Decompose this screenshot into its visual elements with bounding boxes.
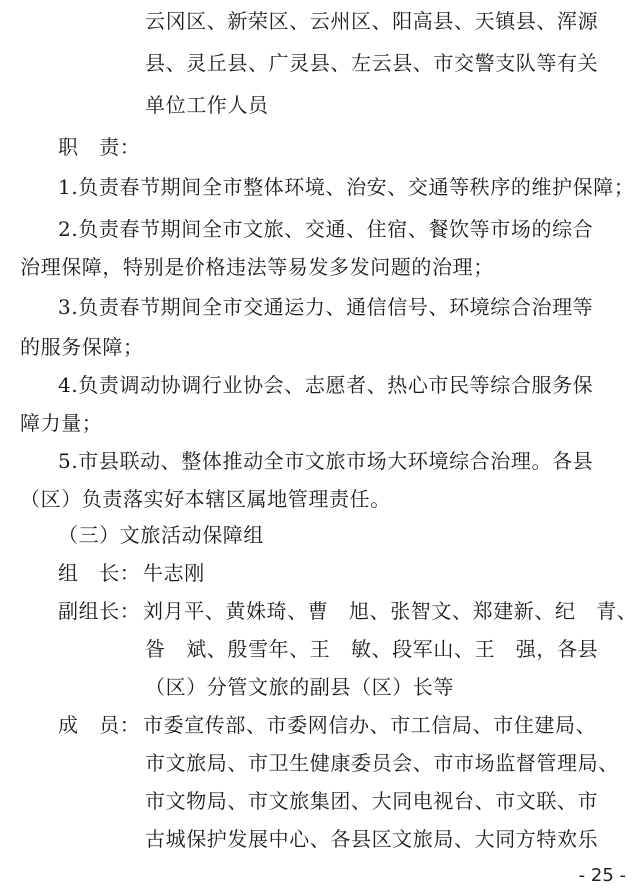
body-line: 单位工作人员 <box>145 93 269 117</box>
body-line: 障力量； <box>20 411 103 435</box>
page-number: - 25 - <box>578 865 626 886</box>
body-line: （区）分管文旅的副县（区）长等 <box>145 675 454 699</box>
leader-row <box>58 556 205 590</box>
body-line: 市文物局、市文旅集团、大同电视台、市文联、市 <box>145 789 599 813</box>
body-line: 5.市县联动、整体推动全市文旅市场大环境综合治理。各县 <box>58 449 594 473</box>
body-line: 1.负责春节期间全市整体环境、治安、交通等秩序的维护保障； <box>58 175 635 199</box>
body-line: 治理保障，特别是价格违法等易发多发问题的治理； <box>20 255 494 279</box>
deputy-leader-value: 刘月平、黄姝琦、曹 旭、张智文、郑建新、纪 青、 <box>143 599 638 623</box>
body-line: 的服务保障； <box>20 335 144 359</box>
members-row <box>58 708 596 742</box>
members-label: 成 员： <box>58 713 141 737</box>
body-line: 市文旅局、市卫生健康委员会、市市场监督管理局、 <box>145 751 619 775</box>
body-line: （区）负责落实好本辖区属地管理责任。 <box>20 487 391 511</box>
body-line: 3.负责春节期间全市交通运力、通信信号、环境综合治理等 <box>58 295 594 319</box>
body-line: 云冈区、新荣区、云州区、阳高县、天镇县、浑源 <box>145 9 599 33</box>
body-line: 4.负责调动协调行业协会、志愿者、热心市民等综合服务保 <box>58 373 594 397</box>
body-line: 县、灵丘县、广灵县、左云县、市交警支队等有关 <box>145 51 599 75</box>
leader-label: 组 长： <box>58 561 141 585</box>
section-heading-group: （三）文旅活动保障组 <box>58 523 264 547</box>
body-line: 昝 斌、殷雪年、王 敏、段军山、王 强，各县 <box>145 637 599 661</box>
section-heading-duties: 职 责： <box>58 135 141 159</box>
leader-value: 牛志刚 <box>143 561 205 585</box>
body-line: 古城保护发展中心、各县区文旅局、大同方特欢乐 <box>145 827 599 851</box>
body-line: 2.负责春节期间全市文旅、交通、住宿、餐饮等市场的综合 <box>58 217 594 241</box>
members-value: 市委宣传部、市委网信办、市工信局、市住建局、 <box>143 713 597 737</box>
deputy-leader-row <box>58 594 637 628</box>
deputy-leader-label: 副组长： <box>58 599 141 623</box>
